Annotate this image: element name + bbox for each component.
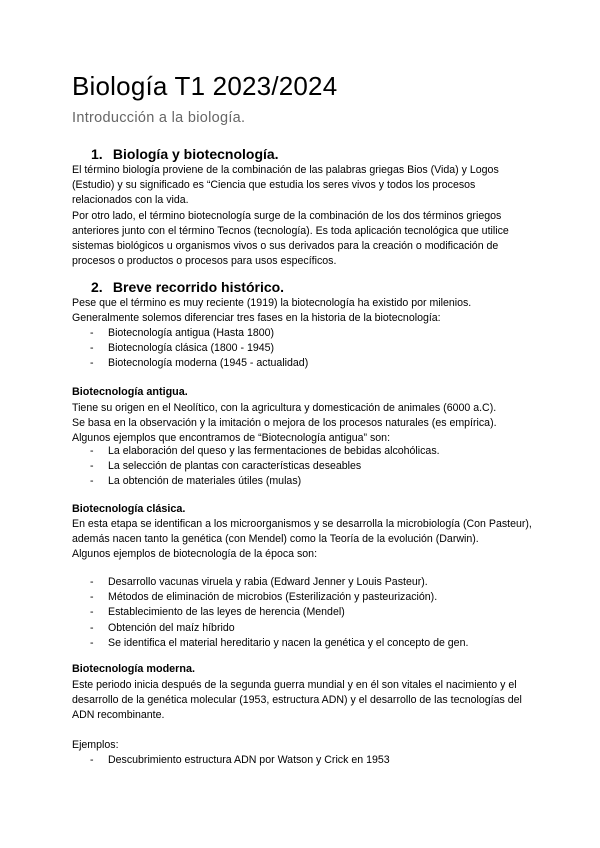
section-2-body — [72, 296, 534, 326]
dash-bullet: - — [90, 636, 94, 649]
list-item-text: Se identifica el material hereditario y nacen la genética y el concepto de gen. — [108, 636, 469, 649]
antigua-paragraph: Algunos ejemplos que encontramos de “Biotecnología antigua” son: — [72, 432, 391, 445]
moderna-heading: Biotecnología moderna. — [72, 663, 195, 675]
section-1-paragraph: Por otro lado, el término biotecnología surge de la combinación de los dos términos griegos anteriores junto con el término Tecnos (tecnología). Es toda aplicación tecnológica que utilice sistemas biológicos u organismos vivos o sus derivados para la creación o modificación de procesos o productos o procesos para usos específicos. — [72, 209, 509, 268]
document-title: Biología T1 2023/2024 — [72, 71, 338, 101]
moderna-paragraph: Este periodo inicia después de la segunda guerra mundial y en él son vitales el nacimiento y el desarrollo de la genética molecular (1953, estructura ADN) y el desarrollo de las tecnologías del ADN recombinante. — [72, 679, 522, 722]
dash-bullet: - — [90, 591, 94, 604]
list-item — [90, 341, 530, 356]
list-item-text: Métodos de eliminación de microbios (Esterilización y pasteurización). — [108, 591, 438, 604]
moderna-examples-label — [72, 738, 534, 753]
section-2-paragraph: Generalmente solemos diferenciar tres fases en la historia de la biotecnología: — [72, 312, 441, 325]
list-item — [90, 474, 530, 489]
section-2-heading — [91, 279, 284, 295]
list-item — [90, 590, 530, 605]
list-item — [90, 326, 530, 341]
clasica-body — [72, 517, 534, 563]
section-2-title: Breve recorrido histórico. — [112, 279, 285, 295]
list-item-text: Biotecnología antigua (Hasta 1800) — [108, 327, 275, 339]
dash-bullet: - — [90, 445, 94, 457]
clasica-examples-list — [90, 575, 530, 651]
list-item-text: Biotecnología moderna (1945 - actualidad) — [108, 357, 309, 370]
list-item — [90, 356, 530, 371]
antigua-paragraph: Tiene su origen en el Neolítico, con la agricultura y domesticación de animales (6000 a.C). — [72, 402, 497, 414]
list-item — [90, 444, 530, 459]
dash-bullet: - — [90, 606, 94, 619]
list-item-text: Obtención del maíz híbrido — [108, 621, 235, 634]
section-2-paragraph: Pese que el término es muy reciente (1919) la biotecnología ha existido por milenios. — [72, 297, 472, 309]
list-item-text: Descubrimiento estructura ADN por Watson y Crick en 1953 — [108, 754, 390, 766]
dash-bullet: - — [90, 754, 94, 766]
list-item — [90, 575, 530, 590]
list-item — [90, 636, 530, 651]
list-item-text: La elaboración del queso y las fermentaciones de bebidas alcohólicas. — [108, 445, 440, 457]
antigua-examples-list — [90, 444, 530, 490]
antigua-paragraph: Se basa en la observación y la imitación o mejora de los procesos naturales (es empírica). — [72, 417, 497, 430]
dash-bullet: - — [90, 460, 94, 473]
clasica-paragraph: En esta etapa se identifican a los microorganismos y se desarrolla la microbiología (Con Pasteur), además nacen tanto la genética (con Mendel) como la Teoría de la evolución (Darwin). — [72, 518, 532, 546]
list-item-text: Establecimiento de las leyes de herencia (Mendel) — [108, 606, 345, 619]
dash-bullet: - — [90, 357, 94, 370]
list-item — [90, 459, 530, 474]
moderna-body — [72, 678, 534, 724]
list-item — [90, 605, 530, 620]
list-item — [90, 621, 530, 636]
section-1-body — [72, 163, 534, 269]
section-1-number: 1. — [91, 146, 103, 162]
section-1-paragraph: El término biología proviene de la combinación de las palabras griegas Bios (Vida) y Logos (Estudio) y su significado es “Ciencia que estudia los seres vivos y todos los procesos relacionados con la vida. — [72, 164, 499, 207]
document-subtitle: Introducción a la biología. — [72, 110, 246, 126]
clasica-heading: Biotecnología clásica. — [72, 503, 186, 515]
list-item-text: La selección de plantas con características deseables — [108, 460, 362, 473]
examples-label: Ejemplos: — [72, 739, 119, 751]
dash-bullet: - — [90, 342, 94, 355]
list-item-text: Biotecnología clásica (1800 - 1945) — [108, 342, 275, 355]
list-item-text: La obtención de materiales útiles (mulas) — [108, 475, 302, 488]
phases-list — [90, 326, 530, 372]
clasica-paragraph: Algunos ejemplos de biotecnología de la época son: — [72, 548, 318, 561]
list-item-text: Desarrollo vacunas viruela y rabia (Edward Jenner y Louis Pasteur). — [108, 576, 428, 588]
antigua-heading: Biotecnología antigua. — [72, 386, 188, 398]
dash-bullet: - — [90, 475, 94, 488]
moderna-examples-list — [90, 753, 530, 768]
antigua-body — [72, 401, 534, 447]
section-2-number: 2. — [91, 279, 103, 295]
dash-bullet: - — [90, 327, 94, 339]
section-1-heading — [91, 146, 279, 162]
dash-bullet: - — [90, 576, 94, 588]
list-item — [90, 753, 530, 768]
section-1-title: Biología y biotecnología. — [112, 146, 279, 162]
dash-bullet: - — [90, 621, 94, 634]
